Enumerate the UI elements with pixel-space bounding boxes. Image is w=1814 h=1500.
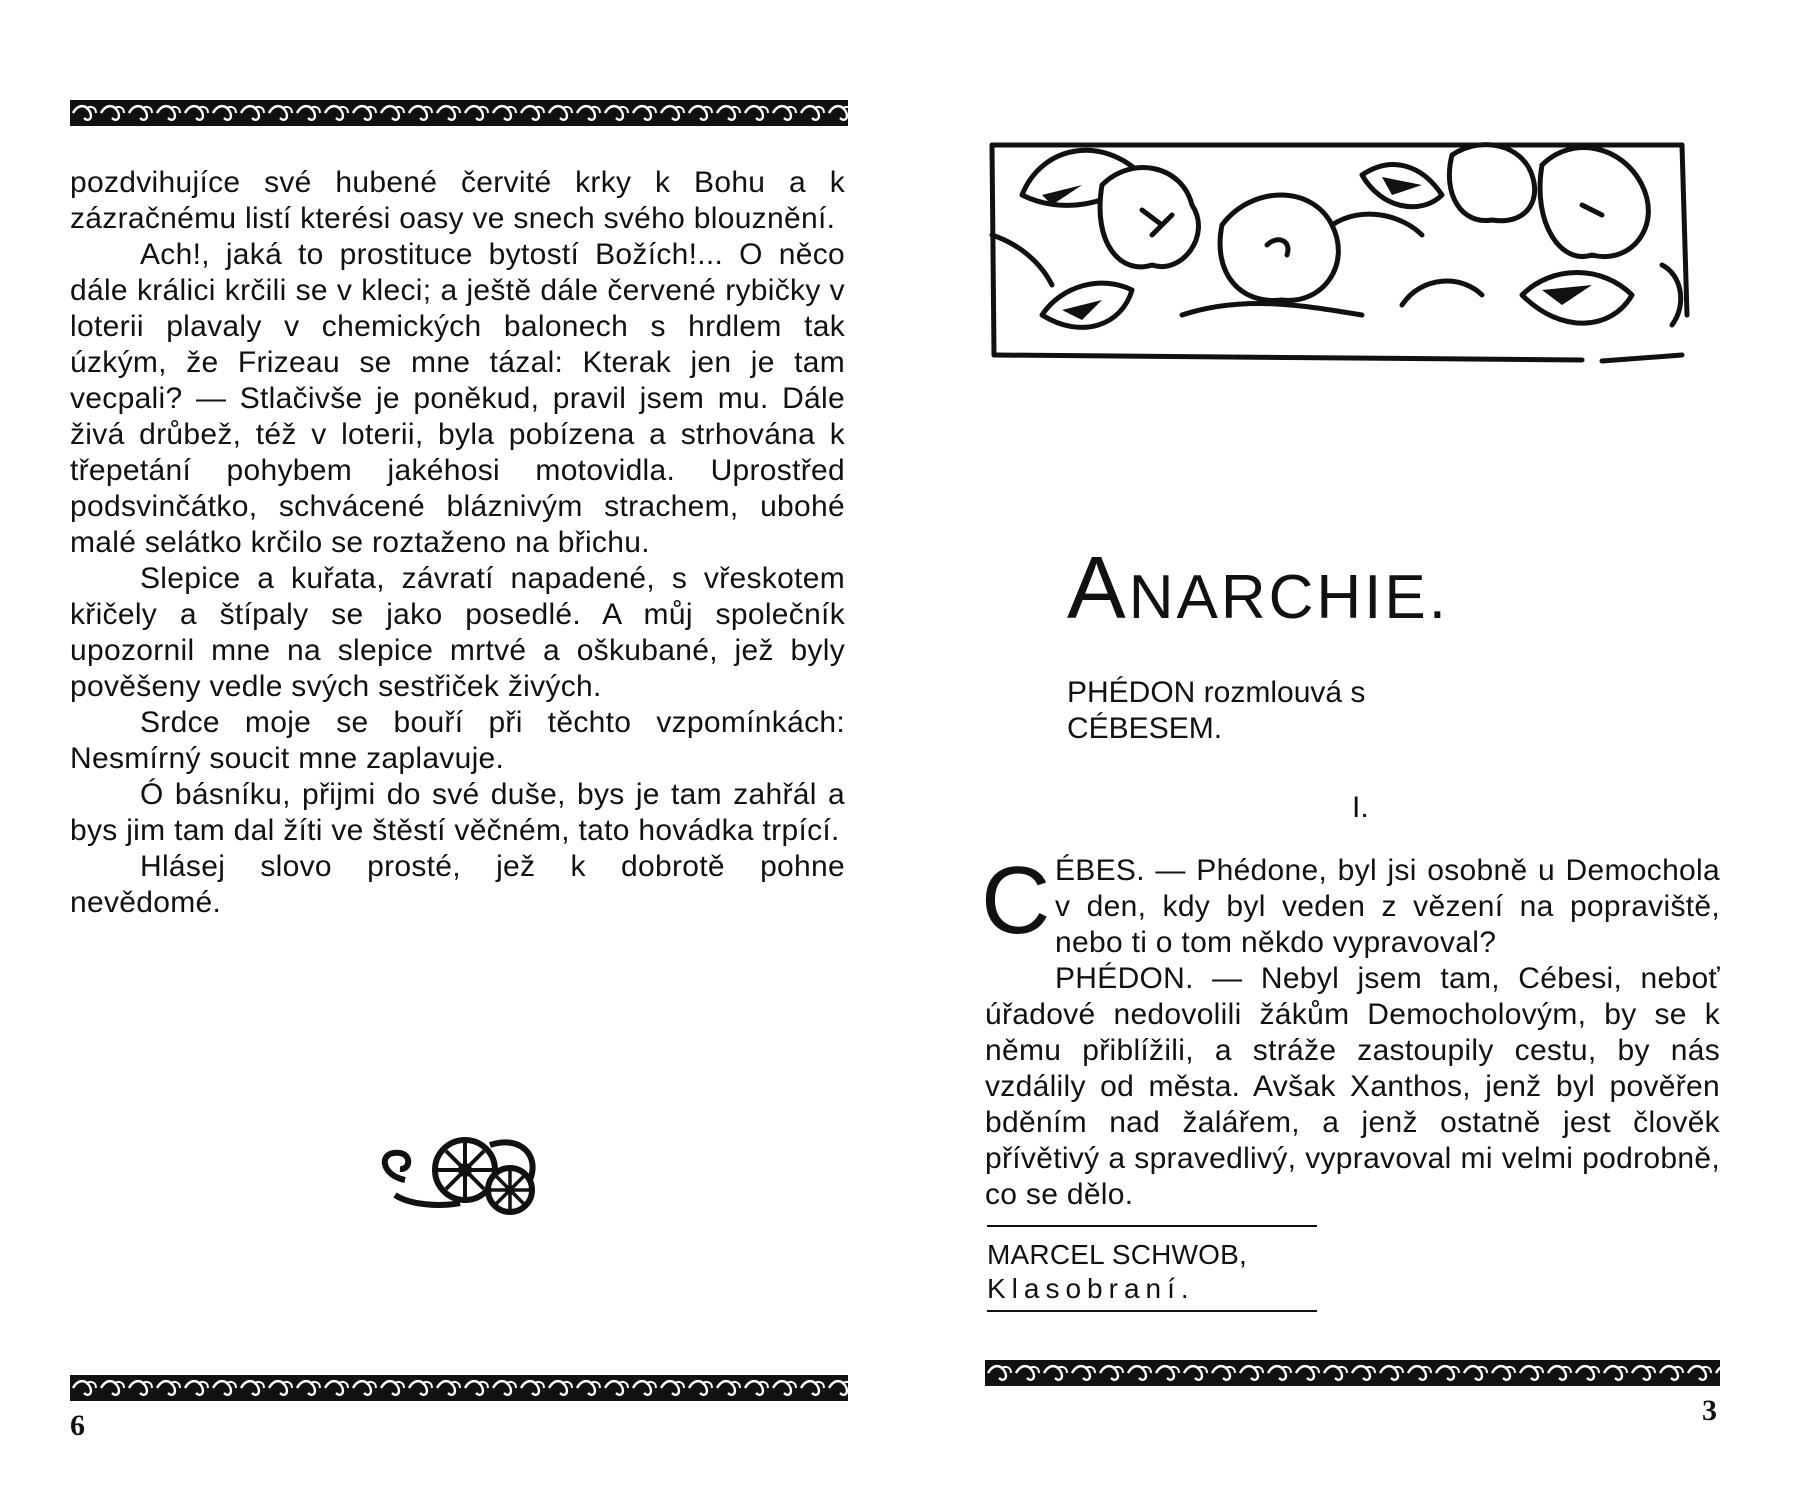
divider-rule (987, 1310, 1317, 1312)
dramatis-line: CÉBESEM. (1067, 712, 1223, 745)
right-page (907, 0, 1814, 1500)
paragraph: PHÉDON. — Nebyl jsem tam, Cébesi, neboť úřadové nedovolili žákům Democholovým, by se k němu přiblížili, a stráže zastoupily cestu, by nás vzdálily od města. Avšak Xanthos, jenž byl pověřen bděním nad žalářem, a jenž ostatně jest člověk přívětivý a spravedlivý, vypravoval mi velmi podrobně, co se dělo. (985, 962, 1720, 1211)
paragraph-text: ÉBES. — Phédone, byl jsi osobně u Demochola v den, kdy byl veden z vězení na popraviště, nebo ti o tom někdo vypravoval? (1055, 854, 1720, 959)
drop-cap: C (981, 847, 1051, 954)
paragraph: Slepice a kuřata, závratí napadené, s vřeskotem křičely a štípaly se jako posedlé. A můj společník upozornil mne na slepice mrtvé a oškubané, jež byly pověšeny vedle svých sestřiček živých. (70, 562, 845, 703)
page-number: 3 (1702, 1394, 1717, 1427)
section-number: I. (1352, 791, 1369, 824)
dramatis-personae (1067, 675, 1497, 747)
paragraph: Ó básníku, přijmi do své duše, bys je tam zahřál a bys jim tam dal žíti ve štěstí věčném, tato hovádka trpící. (70, 778, 845, 847)
title-rest: NARCHIE. (1128, 563, 1449, 632)
paragraph: Srdce moje se bouří při těchto vzpomínkách: Nesmírný soucit mne zaplavuje. (70, 706, 845, 775)
title-initial: A (1067, 538, 1129, 637)
author-name: MARCEL SCHWOB, (987, 1239, 1248, 1270)
paragraph: pozdvihujíce své hubené červité krky k Bohu a k zázračnému listí kterési oasy ve snech svého blouznění. (70, 166, 845, 235)
left-body-text (70, 165, 845, 921)
paragraph: Hlásej slovo prosté, jež k dobrotě pohne nevědomé. (70, 850, 845, 919)
top-ornamental-border (70, 100, 848, 126)
dramatis-line: PHÉDON rozmlouvá s (1067, 676, 1366, 709)
paragraph: Ach!, jaká to prostituce bytostí Božích!... O něco dále králici krčili se v kleci; a ještě dále červené rybičky v loterii plavaly v chemických balonech s hrdlem tak úzkým, že Frizeau se mne tázal: Kterak jen je tam vecpali? — Stlačivše je poněkud, pravil jsem mu. Dále živá drůbež, též v loterii, byla pobízena a strhována k třepetání pohybem jakéhosi motovidla. Uprostřed podsvinčátko, schvácené bláznivým strachem, ubohé malé selátko krčilo se roztaženo na břichu. (70, 238, 845, 559)
source-title: Klasobraní. (987, 1273, 1195, 1304)
signature-block (987, 1238, 1247, 1306)
paragraph (981, 847, 1720, 961)
right-body-text (981, 847, 1720, 1213)
bottom-ornamental-border (70, 1375, 848, 1401)
article-title (1067, 538, 1449, 637)
bottom-ornamental-border (985, 1360, 1720, 1386)
divider-rule (987, 1225, 1317, 1227)
page-number: 6 (70, 1409, 85, 1442)
floral-header-illustration (982, 115, 1702, 395)
flower-ornament-icon (370, 1125, 550, 1220)
